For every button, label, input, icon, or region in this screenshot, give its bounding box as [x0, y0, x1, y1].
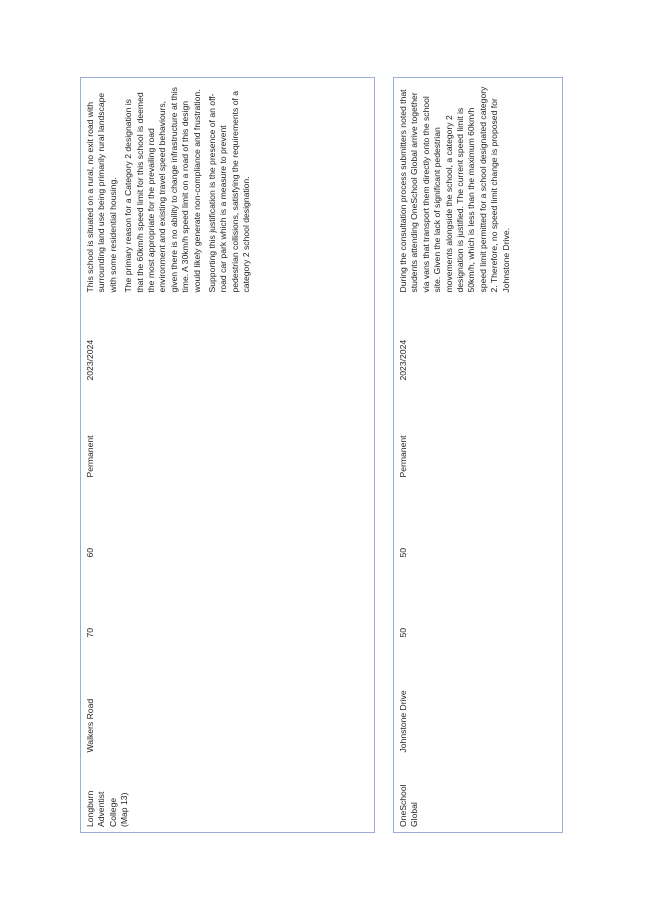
proposed-speed-cell: 50: [394, 483, 563, 563]
road-cell: Johnstone Drive: [394, 643, 563, 758]
justification-cell: [394, 78, 563, 298]
row-gap: [375, 78, 394, 833]
justification-paragraph: The primary reason for a Category 2 designation is that the 60km/h speed limit for this school is deemed the most appropriate for the prevailing road environment and existing travel speed behaviours, given there is no ability to change infrastructure at this time. A 30km/h speed limit on a road of this design would likely generate non-compliance and frustration.: [123, 87, 202, 293]
current-speed-cell: 50: [394, 563, 563, 643]
school-name: OneSchool Global: [398, 784, 420, 827]
type-cell: Permanent: [394, 386, 563, 483]
justification-paragraph: Supporting this justification is the presence of an off-road car park which is a measure to prevent pedestrian collisions, satisfying the requirements of a category 2 school designation.: [207, 90, 252, 293]
year-cell: 2023/2024: [81, 298, 375, 386]
justification-cell: [81, 78, 375, 298]
school-cell: [394, 758, 563, 833]
road-cell: Walkers Road: [81, 643, 375, 758]
year-cell: 2023/2024: [394, 298, 563, 386]
school-name: Longburn Adventist College: [85, 790, 118, 827]
justification-paragraph: During the consultation process submitters noted that students attending OneSchool Global arrive together via vans that transport them directly onto the school site. Given the lack of significant pedestrian movements alongside the school, a category 2 designation is justified. The current speed limit is 50km/h, which is less than the maximum 60km/h speed limit permitted for a school designated category 2. Therefore, no speed limit change is proposed for Johnstone Drive.: [398, 86, 511, 293]
table-row: [394, 78, 563, 833]
school-cell: [81, 758, 375, 833]
table-row: [81, 78, 375, 833]
current-speed-cell: 70: [81, 563, 375, 643]
proposed-speed-cell: 60: [81, 483, 375, 563]
speed-limit-table: [80, 77, 563, 833]
map-reference: (Map 13): [119, 792, 130, 827]
rotated-table-container: [80, 78, 540, 833]
justification-paragraph: This school is situated on a rural, no exit road with surrounding land use being primarily rural landscape with some residential housing.: [85, 92, 118, 293]
type-cell: Permanent: [81, 386, 375, 483]
